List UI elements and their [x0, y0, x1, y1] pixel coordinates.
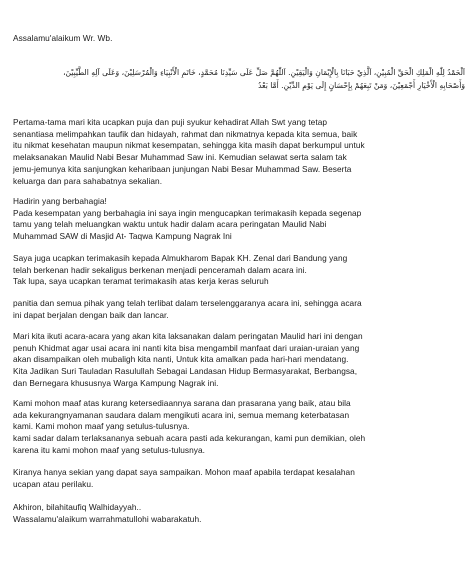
greeting: Assalamu'alaikum Wr. Wb.: [13, 33, 113, 43]
paragraph-invitation: Mari kita ikuti acara-acara yang akan kita laksanakan dalam peringatan Maulid hari ini dengan penuh Khidmat agar usai acara ini nanti kita bisa mengambil manfaat dari uraian-uraian yang akan disampaikan oleh mubaligh kita nanti, Untuk kita amalkan pada hari-hari mendatang. Kita Jadikan Suri Tauladan Rasulullah Sebagai Landasan Hidup Bermasyarakat, Berbangsa, dan Bernegara khususnya Warga Kampung Nagrak ini.: [13, 331, 363, 388]
arabic-opening: اَلْحَمْدُ لِلّٰهِ الْمَلِكِ الْحَقِّ الْمُبِيْنِ، اَلَّذِيْ حَبَانَا بِالْإِيْمَانِ وَالْيَقِيْنِ. اَللّٰهُمَّ صَلِّ عَلَى سَيِّدِنَا مُحَمَّدٍ، خَاتَمِ الْأَنْبِيَاءِ وَالْمُرْسَلِيْنَ، وَعَلَى آلِهِ الطَّيِّبِيْنَ، وَأَصْحَابِهِ الْأَخْيَارِ أَجْمَعِيْنَ، وَمَنْ تَبِعَهُمْ بِإِحْسَانٍ إِلَى يَوْمِ الدِّيْنِ. أَمَّا بَعْدُ: [63, 68, 465, 90]
paragraph-opening-praise: Pertama-tama mari kita ucapkan puja dan puji syukur kehadirat Allah Swt yang tetap senantiasa melimpahkan taufik dan hidayah, rahmat dan nikmatnya kepada kita semua, baik itu nikmat kesehatan maupun nikmat kesempatan, sehingga kita masih dapat berkumpul untuk melaksanakan Maulid Nabi Besar Muhammad Saw ini. Kemudian selawat serta salam tak jemu-jemunya kita sanjungkan keharibaan junjungan Nabi Besar Muhammad Saw. Beserta keluarga dan para sahabatnya sekalian.: [13, 117, 365, 186]
paragraph-welcome-guests: Hadirin yang berbahagia! Pada kesempatan yang berbahagia ini saya ingin mengucapkan terimakasih kepada segenap tamu yang telah meluangkan waktu untuk hadir dalam acara peringatan Maulid Nabi Muhammad SAW di Masjid At- Taqwa Kampung Nagrak Ini: [13, 196, 362, 242]
closing-salutation: Akhiron, bilahitaufiq Walhidayyah.. Wassalamu'alaikum warrahmatullohi wabarakatuh.: [13, 502, 202, 524]
paragraph-thanks-speaker: Saya juga ucapkan terimakasih kepada Almukharom Bapak KH. Zenal dari Bandung yang telah berkenan hadir sekaligus berkenan menjadi penceramah dalam acara ini. Tak lupa, saya ucapkan teramat terimakasih atas kerja keras seluruh: [13, 253, 348, 287]
paragraph-thanks-committee: panitia dan semua pihak yang telah terlibat dalam terselenggaranya acara ini, sehingga acara ini dapat berjalan dengan baik dan lancar.: [13, 298, 362, 320]
paragraph-apology: Kami mohon maaf atas kurang ketersediaannya sarana dan prasarana yang baik, atau bila ada kekurangnyamanan saudara dalam mengikuti acara ini, semua memang keterbatasan kami. Kami mohon maaf yang setulus-tulusnya. kami sadar dalam terlaksananya sebuah acara pasti ada kekurangan, kami pun demikian, oleh karena itu kami mohon maaf yang setulus-tulusnya.: [13, 398, 366, 455]
paragraph-closing-remarks: Kiranya hanya sekian yang dapat saya sampaikan. Mohon maaf apabila terdapat kesalahan ucapan atau perilaku.: [13, 467, 355, 489]
